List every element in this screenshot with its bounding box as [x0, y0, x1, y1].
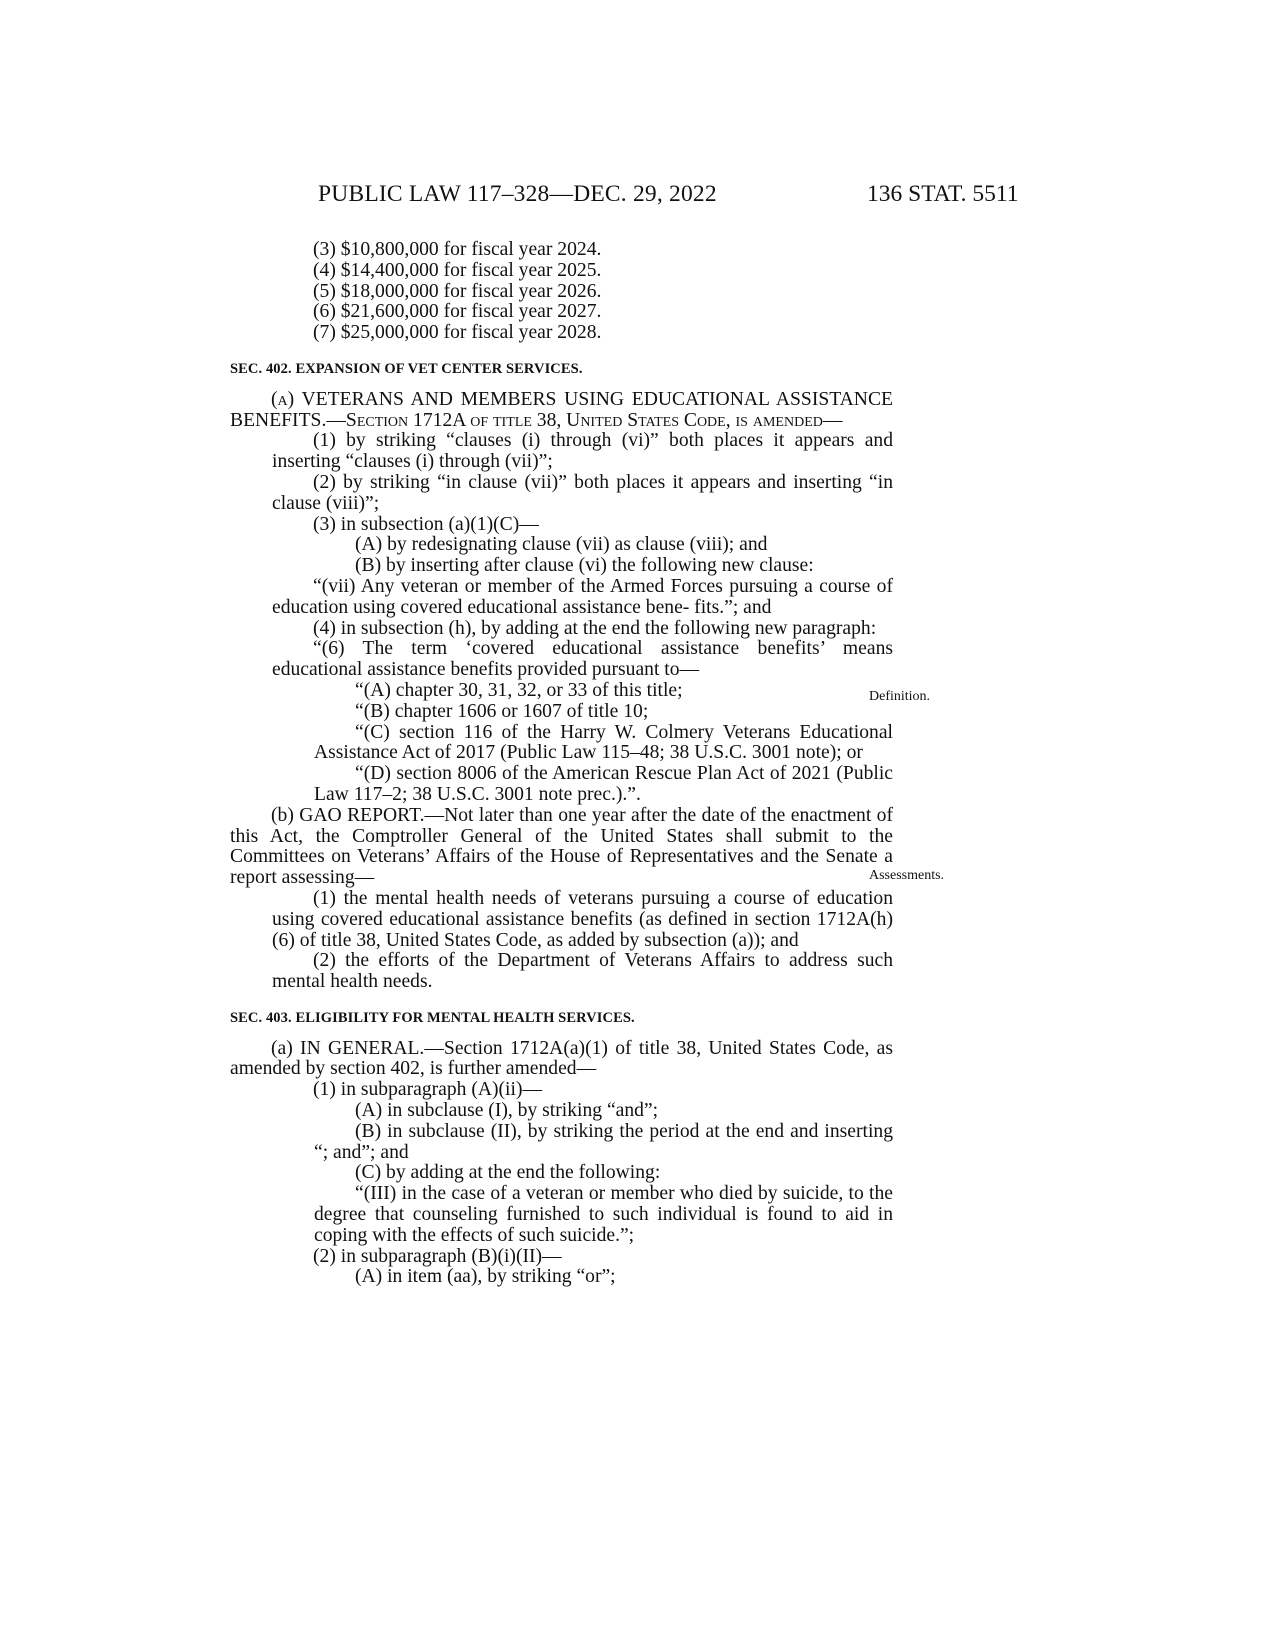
- paragraph-2-403: (2) in subparagraph (B)(i)(II)—: [313, 1245, 562, 1267]
- paragraph-2: (2) by striking “in clause (vii)” both places it appears and inserting “in clause (viii)”;: [272, 471, 893, 514]
- paragraph-3: (3) in subsection (a)(1)(C)—: [313, 513, 539, 535]
- report-item-1: (1) the mental health needs of veterans pursuing a course of education using covered educational assistance benefits (as defined in section 1712A(h)(6) of title 38, United States Code, as added by subsection (a)); and: [272, 887, 893, 951]
- margin-note-definition: Definition.: [869, 689, 931, 704]
- quoted-subparagraph-a: “(A) chapter 30, 31, 32, or 33 of this title;: [355, 679, 683, 701]
- subsection-a-402: [230, 390, 893, 432]
- subparagraph-b-403: (B) in subclause (II), by striking the period at the end and inserting “; and”; and: [314, 1120, 893, 1163]
- paragraph-4: (4) in subsection (h), by adding at the end the following new paragraph:: [313, 617, 877, 639]
- subparagraph-a: (A) by redesignating clause (vii) as clause (viii); and: [355, 534, 768, 556]
- quoted-subparagraph-d: “(D) section 8006 of the American Rescue Plan Act of 2021 (Public Law 117–2; 38 U.S.C. 3001 note prec.).”.: [314, 763, 893, 805]
- page-number: 136 STAT. 5511: [867, 181, 1019, 207]
- running-head: PUBLIC LAW 117–328—DEC. 29, 2022: [318, 181, 717, 207]
- subparagraph-b: (B) by inserting after clause (vi) the following new clause:: [355, 555, 814, 577]
- document-body: [230, 240, 893, 1288]
- report-item-2: (2) the efforts of the Department of Veterans Affairs to address such mental health needs.: [272, 950, 893, 993]
- subsection-b-gao-report: (b) GAO REPORT.—Not later than one year after the date of the enactment of this Act, the Comptroller General of the United States shall submit to the Committees on Veterans’ Affairs of the House of Representatives and the Senate a report assessing—: [230, 804, 893, 889]
- paragraph-1: (1) by striking “clauses (i) through (vi)” both places it appears and inserting “clauses (i) through (vii)”;: [272, 430, 893, 473]
- subparagraph-a-403: (A) in subclause (I), by striking “and”;: [355, 1100, 659, 1122]
- section-heading-402: SEC. 402. EXPANSION OF VET CENTER SERVICES.: [230, 360, 583, 377]
- margin-note-assessments: Assessments.: [869, 868, 945, 883]
- subsection-a-403: (a) IN GENERAL.—Section 1712A(a)(1) of title 38, United States Code, as amended by section 402, is further amended—: [230, 1037, 893, 1080]
- appropriation-item: (3) $10,800,000 for fiscal year 2024.: [313, 239, 602, 260]
- quoted-paragraph-6: “(6) The term ‘covered educational assistance benefits’ means educational assistance benefits provided pursuant to—: [272, 638, 893, 681]
- section-heading-403: SEC. 403. ELIGIBILITY FOR MENTAL HEALTH SERVICES.: [230, 1009, 635, 1026]
- appropriation-item: (7) $25,000,000 for fiscal year 2028.: [313, 322, 602, 344]
- quoted-subparagraph-b: “(B) chapter 1606 or 1607 of title 10;: [355, 700, 649, 722]
- quoted-subclause-iii: “(III) in the case of a veteran or member who died by suicide, to the degree that counseling furnished to such individual is found to aid in coping with the effects of such suicide.”;: [314, 1183, 893, 1246]
- page-header: [0, 181, 1275, 211]
- subsection-a-402-heading: (a) VETERANS AND MEMBERS USING EDUCATIONAL ASSISTANCE BENEFITS.—Section 1712A of title 38, United States Code, is amended—: [230, 388, 893, 431]
- paragraph-1-403: (1) in subparagraph (A)(ii)—: [313, 1079, 543, 1101]
- subparagraph-c-403: (C) by adding at the end the following:: [355, 1162, 661, 1184]
- appropriation-item: (6) $21,600,000 for fiscal year 2027.: [313, 301, 602, 323]
- quoted-subparagraph-c: “(C) section 116 of the Harry W. Colmery Veterans Educational Assistance Act of 2017 (Public Law 115–48; 38 U.S.C. 3001 note); or: [314, 721, 893, 764]
- appropriation-item: (5) $18,000,000 for fiscal year 2026.: [313, 280, 602, 302]
- quoted-clause-vii: “(vii) Any veteran or member of the Armed Forces pursuing a course of education using covered educational assistance bene- fits.”; and: [272, 575, 893, 618]
- appropriation-item: (4) $14,400,000 for fiscal year 2025.: [313, 259, 602, 281]
- subparagraph-a-item-aa: (A) in item (aa), by striking “or”;: [355, 1266, 616, 1288]
